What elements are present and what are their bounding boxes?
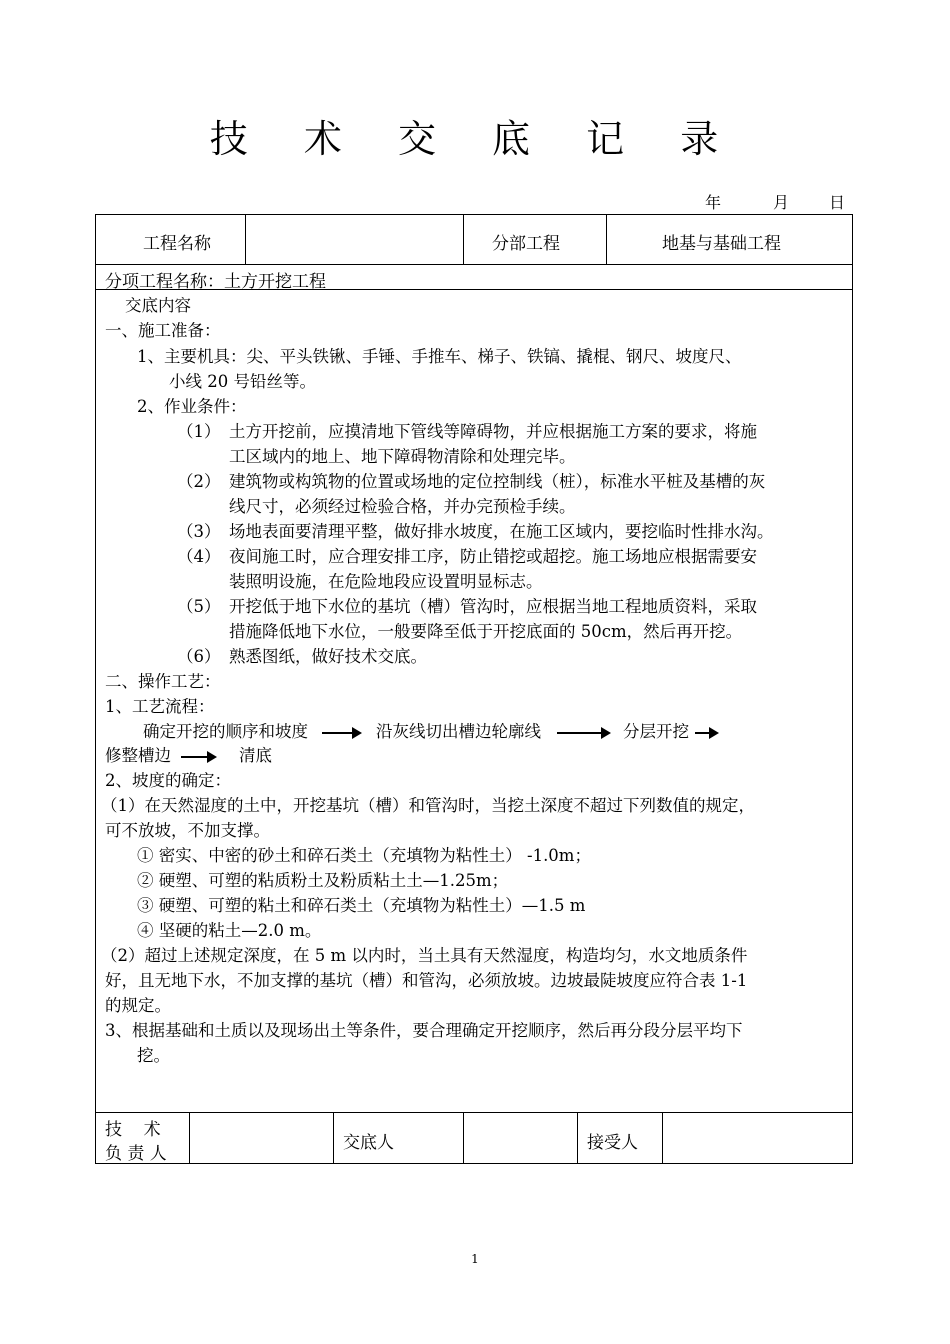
condition-4-number: （4）	[177, 547, 221, 566]
col-divider	[662, 1112, 663, 1163]
condition-6-line-1: 熟悉图纸，做好技术交底。	[229, 647, 427, 666]
condition-2-line-2: 线尺寸，必须经过检验合格，并办完预检手续。	[229, 497, 576, 516]
tech-lead-label-line-1: 技 术	[105, 1120, 161, 1140]
equipment-line-1: 1、主要机具：尖、平头铁锹、手锤、手推车、梯子、铁镐、撬棍、钢尺、坡度尺、	[137, 347, 742, 366]
arrow-right-icon	[557, 732, 609, 734]
slope-rule-1-line-1: （1）在天然湿度的土中，开挖基坑（槽）和管沟时，当挖土深度不超过下列数值的规定，	[101, 796, 755, 815]
sub-item-name: 分项工程名称：土方开挖工程	[105, 272, 326, 292]
section-3-line-2: 挖。	[137, 1046, 170, 1065]
condition-2-number: （2）	[177, 472, 221, 491]
content-heading: 交底内容	[125, 296, 191, 315]
condition-5-line-2: 措施降低地下水位，一般要降至低于开挖底面的 50cm，然后再开挖。	[229, 622, 743, 641]
condition-4-line-1: 夜间施工时，应合理安排工序，防止错挖或超挖。施工场地应根据需要安	[229, 547, 757, 566]
project-name-label: 工程名称	[143, 234, 211, 254]
condition-3-number: （3）	[177, 522, 221, 541]
date-day: 日	[829, 193, 846, 212]
col-divider	[189, 1112, 190, 1163]
section-1-title: 一、施工准备：	[105, 321, 221, 340]
date-year: 年	[705, 193, 722, 212]
deliverer-label: 交底人	[343, 1133, 394, 1153]
condition-5-line-1: 开挖低于地下水位的基坑（槽）管沟时，应根据当地工程地质资料，采取	[229, 597, 757, 616]
col-divider	[333, 1112, 334, 1163]
slope-rule-2-line-1: （2）超过上述规定深度，在 5 m 以内时，当土具有天然湿度，构造均匀，水文地质条件	[101, 946, 748, 965]
col-divider	[463, 214, 464, 264]
process-flow-line-1	[143, 718, 723, 742]
section-3-line-1: 3、根据基础和土质以及现场出土等条件，要合理确定开挖顺序，然后再分段分层平均下	[105, 1021, 743, 1040]
tech-lead-label-line-2: 负 责 人	[105, 1144, 167, 1164]
slope-rule-1-line-2: 可不放坡，不加支撑。	[105, 821, 270, 840]
process-flow-title: 1、工艺流程：	[105, 697, 215, 716]
division-value: 地基与基础工程	[662, 234, 781, 254]
page-number: 1	[471, 1252, 479, 1266]
condition-1-line-1: 土方开挖前，应摸清地下管线等障碍物，并应根据施工方案的要求，将施	[229, 422, 757, 441]
condition-1-line-2: 工区域内的地上、地下障碍物清除和处理完毕。	[229, 447, 576, 466]
col-divider	[463, 1112, 464, 1163]
division-label: 分部工程	[492, 234, 560, 254]
condition-5-number: （5）	[177, 597, 221, 616]
flow-step-2: 沿灰线切出槽边轮廓线	[376, 722, 541, 741]
condition-3-line-1: 场地表面要清理平整，做好排水坡度，在施工区域内，要挖临时性排水沟。	[229, 522, 774, 541]
date-month: 月	[773, 193, 790, 212]
arrow-right-icon	[181, 756, 215, 758]
col-divider	[606, 214, 607, 264]
depth-item-4: ④ 坚硬的粘土—2.0 m。	[137, 921, 322, 940]
row-divider	[95, 264, 853, 265]
flow-step-3: 分层开挖	[623, 722, 689, 741]
condition-6-number: （6）	[177, 647, 221, 666]
depth-item-3: ③ 硬塑、可塑的粘土和碎石类土（充填物为粘性土）—1.5 m	[137, 896, 586, 915]
arrow-right-icon	[322, 732, 360, 734]
condition-1-number: （1）	[177, 422, 221, 441]
slope-rule-2-line-3: 的规定。	[105, 996, 171, 1015]
arrow-right-icon	[695, 732, 717, 734]
depth-item-2: ② 硬塑、可塑的粘质粉土及粉质粘土土—1.25m；	[137, 871, 509, 890]
conditions-title: 2、作业条件：	[137, 397, 247, 416]
process-flow-line-2	[105, 742, 272, 766]
slope-rule-2-line-2: 好，且无地下水，不加支撑的基坑（槽）和管沟，必须放坡。边坡最陡坡度应符合表 1-1	[105, 971, 748, 990]
depth-item-1: ① 密实、中密的砂土和碎石类土（充填物为粘性土） -1.0m；	[137, 846, 591, 865]
section-2-title: 二、操作工艺：	[105, 672, 221, 691]
col-divider	[577, 1112, 578, 1163]
flow-step-4: 修整槽边	[105, 746, 171, 765]
condition-4-line-2: 装照明设施，在危险地段应设置明显标志。	[229, 572, 543, 591]
flow-step-1: 确定开挖的顺序和坡度	[143, 722, 308, 741]
document-title: 技 术 交 底 记 录	[209, 117, 741, 161]
receiver-label: 接受人	[587, 1133, 638, 1153]
slope-title: 2、坡度的确定：	[105, 771, 231, 790]
flow-step-5: 清底	[239, 746, 272, 765]
condition-2-line-1: 建筑物或构筑物的位置或场地的定位控制线（桩），标准水平桩及基槽的灰	[229, 472, 766, 491]
equipment-line-2: 小线 20 号铅丝等。	[169, 372, 316, 391]
row-divider	[95, 1112, 853, 1113]
col-divider	[245, 214, 246, 264]
